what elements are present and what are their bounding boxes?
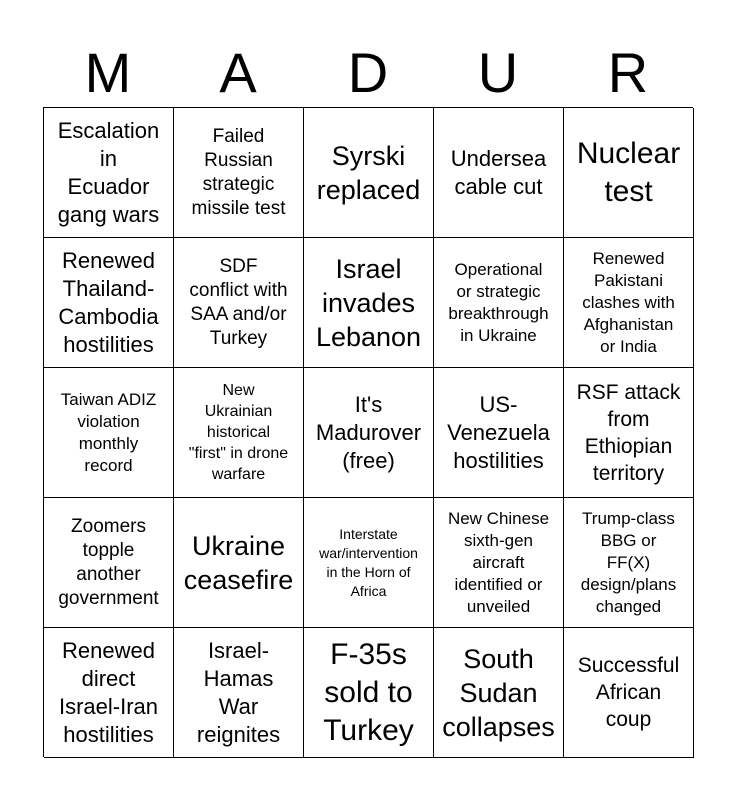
bingo-board [43,107,693,757]
bingo-cell[interactable] [434,498,564,628]
cell-text: Nuclear test [576,136,681,208]
bingo-cell[interactable] [44,108,174,238]
bingo-cell[interactable] [434,368,564,498]
bingo-cell[interactable] [564,628,694,758]
bingo-cell[interactable] [44,628,174,758]
bingo-cell[interactable] [304,628,434,758]
cell-text: It's Madurover (free) [315,391,422,473]
cell-text: New Ukrainian historical "first" in drone warfare [188,382,289,483]
cell-text: Renewed Thailand- Cambodia hostilities [58,247,159,357]
cell-text: RSF attack from Ethiopian territory [576,380,681,485]
bingo-cell[interactable] [304,498,434,628]
bingo-cell[interactable] [174,628,304,758]
bingo-cell[interactable] [434,108,564,238]
bingo-cell[interactable] [564,238,694,368]
cell-text: Ukraine ceasefire [183,530,294,595]
bingo-cell[interactable] [44,368,174,498]
header-letter-1: M [84,41,132,104]
cell-text: Interstate war/intervention in the Horn of Africa [319,525,418,599]
cell-text: South Sudan collapses [442,643,555,742]
header-letter-4: U [477,41,519,104]
cell-text: Escalation in Ecuador gang wars [57,117,160,227]
cell-text: Failed Russian strategic missile test [191,125,286,219]
header-letter-2: A [219,41,257,104]
bingo-cell[interactable] [304,368,434,498]
bingo-cell[interactable] [174,238,304,368]
bingo-cell[interactable] [304,238,434,368]
bingo-cell[interactable] [44,498,174,628]
cell-text: SDF conflict with SAA and/or Turkey [189,255,288,349]
cell-text: Zoomers topple another government [58,515,159,609]
cell-text: F-35s sold to Turkey [323,637,414,747]
cell-text: Trump-class BBG or FF(X) design/plans changed [580,508,677,616]
bingo-cell[interactable] [564,368,694,498]
bingo-cell[interactable] [304,108,434,238]
bingo-cell[interactable] [564,498,694,628]
cell-text: Successful African coup [577,654,680,731]
cell-text: Undersea cable cut [450,145,547,199]
cell-text: US- Venezuela hostilities [447,391,550,473]
cell-text: Operational or strategic breakthrough in Ukraine [448,259,549,345]
bingo-cell[interactable] [174,368,304,498]
cell-text: Israel- Hamas War reignites [196,637,281,747]
cell-text: Israel invades Lebanon [315,253,422,352]
header-letter-3: D [347,41,389,104]
cell-text: New Chinese sixth-gen aircraft identified or unveiled [447,508,550,616]
bingo-cell[interactable] [44,238,174,368]
bingo-cell[interactable] [434,238,564,368]
cell-text: Renewed Pakistani clashes with Afghanistan or India [582,248,675,356]
bingo-cell[interactable] [174,498,304,628]
cell-text: Renewed direct Israel-Iran hostilities [58,637,159,747]
bingo-header [43,40,693,106]
cell-text: Syrski replaced [316,140,421,205]
bingo-cell[interactable] [434,628,564,758]
bingo-cell[interactable] [564,108,694,238]
bingo-cell[interactable] [174,108,304,238]
cell-text: Taiwan ADIZ violation monthly record [60,389,157,475]
header-letter-5: R [607,41,649,104]
